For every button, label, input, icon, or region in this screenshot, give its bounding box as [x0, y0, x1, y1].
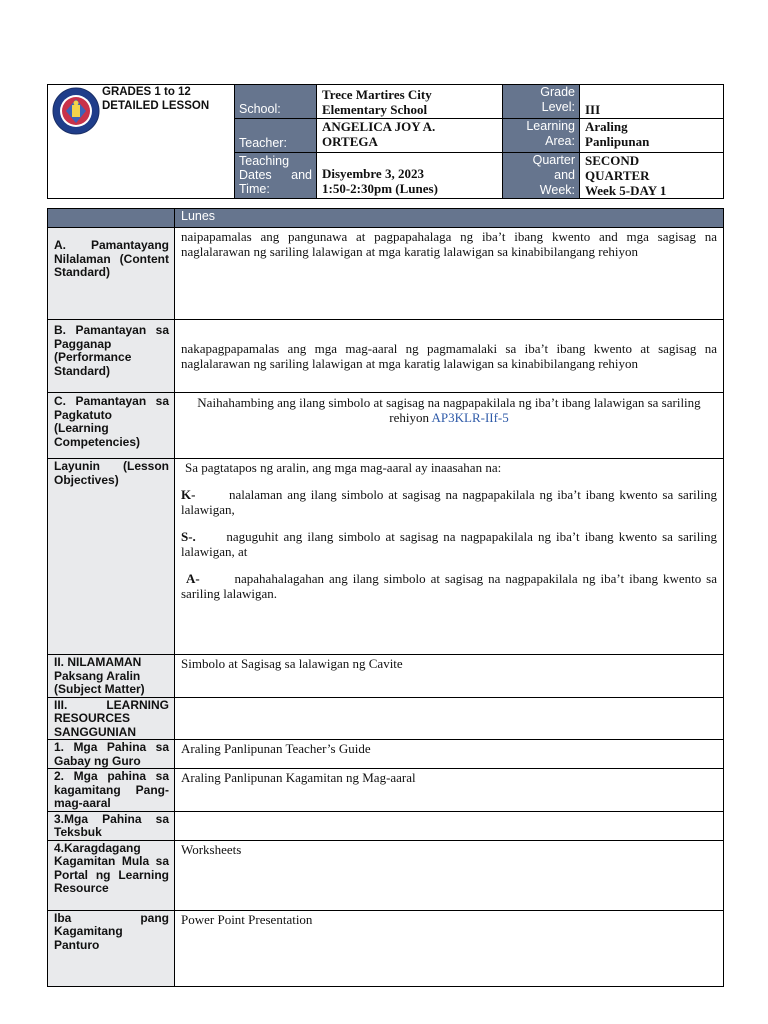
grade-level-label [503, 85, 580, 119]
quarter-value-line2: QUARTER [585, 168, 650, 183]
lesson-objectives-label: Layunin (Lesson Objectives) [48, 459, 175, 655]
learning-competencies-text [175, 393, 724, 459]
quarter-week-value [580, 153, 724, 199]
objective-k [181, 487, 717, 517]
objective-k-text: nalalaman ang ilang simbolo at sagisag na nagpapakilala ng iba’t ibang kwento sa sariling lalawigan, [181, 487, 717, 517]
table-row [48, 769, 724, 812]
teacher-value [317, 119, 503, 153]
table-row [48, 740, 724, 769]
area-value-line1: Araling [585, 119, 628, 134]
table-row [48, 459, 724, 655]
grades-title-line2: DETAILED LESSON [102, 100, 210, 112]
dates-label-and: and [291, 168, 312, 182]
table-row [48, 910, 724, 986]
table-row [48, 320, 724, 393]
teacher-value-line1: ANGELICA JOY A. [322, 119, 436, 134]
area-label-line2: Area: [545, 134, 575, 148]
other-materials-text: Power Point Presentation [175, 910, 724, 986]
content-standard-text: naipapamalas ang pangunawa at pagpapahalaga ng iba’t ibang kwento and mga sagisag na naglalarawan ng sariling lalawigan at mga karatig lalawigan sa kinabibilangang rehiyon [175, 228, 724, 320]
performance-standard-label: B. Pamantayan sa Pagganap (Performance Standard) [48, 320, 175, 393]
teaching-dates-label [235, 153, 317, 199]
table-row [48, 655, 724, 698]
area-label-line1: Learning [526, 119, 575, 133]
teacher-guide-label: 1. Mga Pahina sa Gabay ng Guro [48, 740, 175, 769]
teacher-value-line2: ORTEGA [322, 134, 378, 149]
textbook-pages-text [175, 811, 724, 840]
objective-s [181, 529, 717, 559]
table-row [48, 840, 724, 910]
competency-text: Naihahambing ang ilang simbolo at sagisag na nagpapakilala ng iba’t ibang lalawigan sa sariling rehiyon [197, 395, 701, 425]
header-logo-cell [48, 85, 235, 199]
school-value [317, 85, 503, 119]
quarter-value-line3: Week 5-DAY 1 [585, 183, 667, 198]
objective-a [181, 571, 717, 601]
learning-resources-label: III. LEARNING RESOURCES SANGGUNIAN [48, 697, 175, 740]
objective-s-text: naguguhit ang ilang simbolo at sagisag na nagpapakilala ng iba’t ibang kwento sa sariling lalawigan, at [181, 529, 718, 559]
day-header: Lunes [175, 209, 724, 228]
dates-label-line2: Dates [239, 168, 272, 182]
learning-area-value [580, 119, 724, 153]
table-row [48, 811, 724, 840]
subject-matter-label: II. NILAMAMAN Paksang Aralin (Subject Matter) [48, 655, 175, 698]
objectives-intro: Sa pagtatapos ng aralin, ang mga mag-aaral ay inaasahan na: [185, 460, 502, 475]
grades-title-line1: GRADES 1 to 12 [102, 86, 191, 98]
school-label: School: [235, 85, 317, 119]
learning-competencies-label: C. Pamantayan sa Pagkatuto (Learning Competencies) [48, 393, 175, 459]
grade-label-line2: Level: [541, 100, 575, 114]
teacher-guide-text: Araling Panlipunan Teacher’s Guide [175, 740, 724, 769]
area-value-line2: Panlipunan [585, 134, 650, 149]
objective-s-key: S-. [181, 529, 196, 544]
objective-k-key: K- [181, 487, 196, 502]
lesson-objectives-text [175, 459, 724, 655]
other-materials-label: Iba pang Kagamitang Panturo [48, 910, 175, 986]
grade-level-value: III [580, 85, 724, 119]
dates-value-line1: Disyembre 3, 2023 [322, 166, 424, 181]
portal-resources-label: 4.Karagdagang Kagamitan Mula sa Portal ng Learning Resource [48, 840, 175, 910]
subject-matter-text: Simbolo at Sagisag sa lalawigan ng Cavite [175, 655, 724, 698]
learning-resources-text [175, 697, 724, 740]
quarter-label-line2: and [554, 168, 575, 182]
dates-value-line2: 1:50-2:30pm (Lunes) [322, 181, 438, 196]
table-row [48, 393, 724, 459]
quarter-label-line3: Week: [539, 183, 575, 197]
performance-standard-text: nakapagpapamalas ang mga mag-aaral ng pagmamalaki sa iba’t ibang kwento at sagisag na naglalarawan ng sariling lalawigan at mga karatig lalawigan sa kinabibilangang rehiyon [175, 320, 724, 393]
quarter-week-label [503, 153, 580, 199]
header-empty-cell [48, 209, 175, 228]
quarter-label-line1: Quarter [532, 153, 575, 167]
learner-materials-label: 2. Mga pahina sa kagamitang Pang-mag-aaral [48, 769, 175, 812]
school-value-line1: Trece Martires City [322, 87, 432, 102]
objective-a-key: A- [185, 571, 200, 586]
table-row [48, 697, 724, 740]
lesson-plan-table [47, 208, 724, 987]
table-row [48, 228, 724, 320]
textbook-pages-label: 3.Mga Pahina sa Teksbuk [48, 811, 175, 840]
school-value-line2: Elementary School [322, 102, 428, 117]
teacher-label: Teacher: [235, 119, 317, 153]
content-standard-label: A. Pamantayang Nilalaman (Content Standard) [48, 228, 175, 320]
learner-materials-text: Araling Panlipunan Kagamitan ng Mag-aaral [175, 769, 724, 812]
dates-label-line3: Time: [239, 182, 270, 196]
learning-area-label [503, 119, 580, 153]
quarter-value-line1: SECOND [585, 153, 640, 168]
objective-a-text: napahahalagahan ang ilang simbolo at sagisag na nagpapakilala ng iba’t ibang kwento sa sariling lalawigan. [181, 571, 718, 601]
teaching-dates-value [317, 153, 503, 199]
grade-label-line1: Grade [540, 85, 575, 99]
table-header-row [48, 209, 724, 228]
dates-label-line1: Teaching [239, 154, 290, 168]
lesson-header-table [47, 84, 724, 199]
competency-code: AP3KLR-IIf-5 [431, 410, 509, 425]
deped-seal-icon [52, 87, 100, 135]
portal-resources-text: Worksheets [175, 840, 724, 910]
